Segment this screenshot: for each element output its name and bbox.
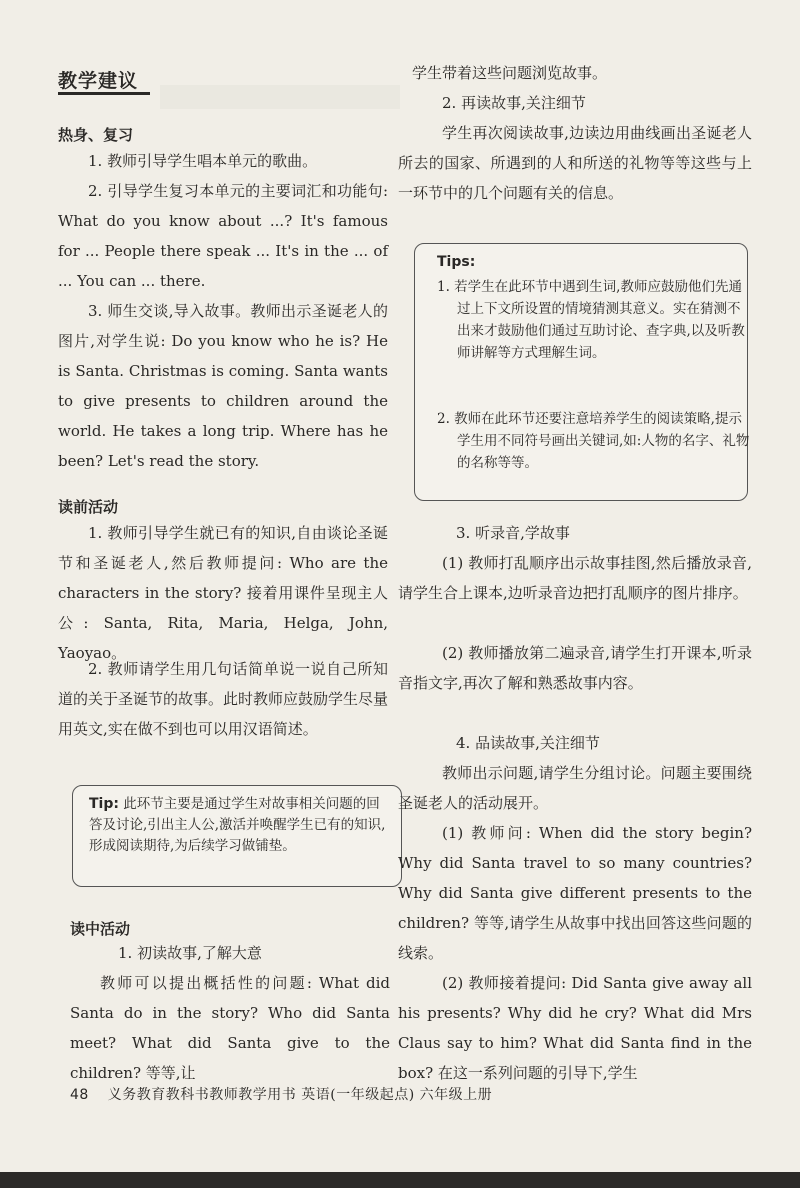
step-4-substep-2: (2) 教师接着提问: Did Santa give away all his presents? Why did he cry? What did Mrs Claus say to him? What did Santa find in the box? 在这一系列问题的引导下,学生 bbox=[398, 974, 752, 1082]
scan-bottom-edge bbox=[0, 1172, 800, 1188]
step-2-title: 2. 再读故事,关注细节 bbox=[442, 94, 586, 112]
warmup-step-2: 2. 引导学生复习本单元的主要词汇和功能句: What do you know about ...? It's famous for ... People there speak ... It's in the ... of ... You can ... there. bbox=[58, 182, 388, 290]
section-title-underline bbox=[58, 92, 150, 95]
warmup-step-3: 3. 师生交谈,导入故事。教师出示圣诞老人的图片,对学生说: Do you know who he is? He is Santa. Christmas is coming. Santa wants to give presents to children around the world. He takes a long trip. Where has he been? Let's read the story. bbox=[58, 302, 388, 470]
while-reading-heading: 读中活动 bbox=[70, 920, 131, 938]
pre-reading-heading: 读前活动 bbox=[58, 498, 119, 516]
book-title: 义务教育教科书教师教学用书 英语(一年级起点) 六年级上册 bbox=[107, 1087, 493, 1103]
bleed-through-shadow bbox=[160, 85, 400, 109]
step-4-substep-1: (1) 教师问: When did the story begin? Why did Santa travel to so many countries? Why did Santa give different presents to the children? 等等,请学生从故事中找出回答这些问题的线索。 bbox=[398, 824, 752, 962]
while-reading-step-1: 1. 初读故事,了解大意 bbox=[118, 944, 262, 962]
step-4-title: 4. 品读故事,关注细节 bbox=[456, 734, 600, 752]
tip-box-pre-reading bbox=[72, 785, 402, 887]
step-3-substep-1: (1) 教师打乱顺序出示故事挂图,然后播放录音,请学生合上课本,边听录音边把打乱顺序的图片排序。 bbox=[398, 554, 752, 602]
step-3-substep-2: (2) 教师播放第二遍录音,请学生打开课本,听录音指文字,再次了解和熟悉故事内容。 bbox=[398, 644, 752, 692]
tip-text: 此环节主要是通过学生对故事相关问题的回答及讨论,引出主人公,激活并唤醒学生已有的知识,形成阅读期待,为后续学习做铺垫。 bbox=[89, 796, 386, 854]
tips-box-while-reading bbox=[414, 243, 748, 501]
tip-box-content bbox=[89, 794, 389, 857]
warmup-step-1: 1. 教师引导学生唱本单元的歌曲。 bbox=[88, 152, 318, 170]
tip-label: Tip: bbox=[89, 796, 119, 812]
page-number: 48 bbox=[70, 1087, 89, 1103]
tips-item-1: 1. 若学生在此环节中遇到生词,教师应鼓励他们先通过上下文所设置的情境猜测其意义。实在猜测不出来才鼓励他们通过互助讨论、查字典,以及听教师讲解等方式理解生词。 bbox=[437, 279, 745, 361]
warmup-heading: 热身、复习 bbox=[58, 126, 134, 144]
pre-reading-step-1: 1. 教师引导学生就已有的知识,自由谈论圣诞节和圣诞老人,然后教师提问: Who are the characters in the story? 接着用课件呈现主人公: Santa, Rita, Maria, Helga, John, Yaoyao。 bbox=[58, 524, 388, 662]
tips-heading: Tips: bbox=[437, 254, 476, 270]
step-4-text: 教师出示问题,请学生分组讨论。问题主要围绕圣诞老人的活动展开。 bbox=[398, 764, 752, 812]
continued-text: 学生带着这些问题浏览故事。 bbox=[412, 64, 608, 82]
section-title: 教学建议 bbox=[58, 70, 139, 92]
page-footer bbox=[70, 1084, 492, 1104]
tips-item-2: 2. 教师在此环节还要注意培养学生的阅读策略,提示学生用不同符号画出关键词,如:人物的名字、礼物的名称等等。 bbox=[437, 411, 750, 471]
step-3-title: 3. 听录音,学故事 bbox=[456, 524, 570, 542]
step-2-text: 学生再次阅读故事,边读边用曲线画出圣诞老人所去的国家、所遇到的人和所送的礼物等等这些与上一环节中的几个问题有关的信息。 bbox=[398, 124, 752, 202]
while-reading-step-1-text: 教师可以提出概括性的问题: What did Santa do in the story? Who did Santa meet? What did Santa give to the children? 等等,让 bbox=[70, 974, 390, 1082]
pre-reading-step-2: 2. 教师请学生用几句话简单说一说自己所知道的关于圣诞节的故事。此时教师应鼓励学生尽量用英文,实在做不到也可以用汉语简述。 bbox=[58, 660, 389, 738]
